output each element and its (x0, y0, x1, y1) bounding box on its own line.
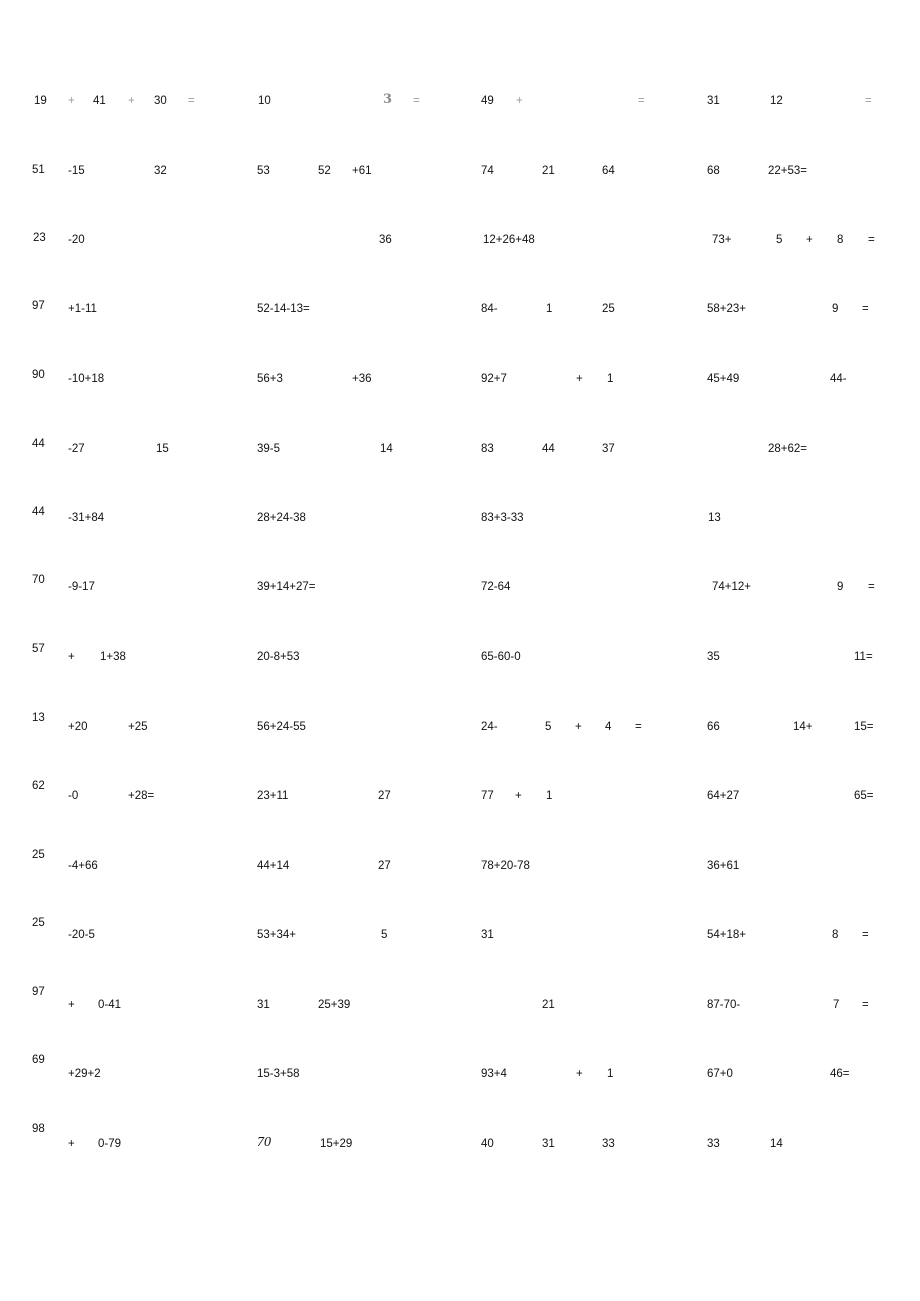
equation-fragment: 1 (607, 373, 614, 385)
problem-number: 97 (32, 986, 45, 998)
equation-fragment: 36+61 (707, 860, 740, 872)
problem-number: 57 (32, 643, 45, 655)
problem-number: 25 (32, 849, 45, 861)
equation-fragment: + (516, 95, 523, 107)
equation-fragment: 65-60-0 (481, 651, 521, 663)
equation-fragment: -31+84 (68, 512, 105, 524)
equation-fragment: = (862, 303, 869, 315)
problem-number: 13 (32, 712, 45, 724)
equation-fragment: + (576, 1068, 583, 1080)
equation-fragment: 3 (383, 92, 393, 107)
equation-fragment: 32 (154, 165, 167, 177)
equation-fragment: 15= (854, 721, 874, 733)
equation-fragment: 52-14-13= (257, 303, 310, 315)
equation-fragment: 44- (830, 373, 847, 385)
equation-fragment: 58+23+ (707, 303, 747, 315)
equation-fragment: 41 (93, 95, 106, 107)
equation-fragment: 4 (605, 721, 612, 733)
equation-fragment: 83+3-33 (481, 512, 524, 524)
equation-fragment: + (68, 651, 75, 663)
equation-fragment: 14 (380, 443, 393, 455)
problem-number: 98 (32, 1123, 45, 1135)
equation-fragment: 22+53= (768, 165, 808, 177)
equation-fragment: 44 (542, 443, 555, 455)
equation-fragment: = (868, 581, 875, 593)
equation-fragment: 15-3+58 (257, 1068, 300, 1080)
equation-fragment: 23+11 (257, 790, 289, 802)
equation-fragment: 24- (481, 721, 498, 733)
equation-fragment: 74+12+ (712, 581, 752, 593)
equation-fragment: 64 (602, 165, 615, 177)
equation-fragment: 5 (545, 721, 552, 733)
equation-fragment: 1 (607, 1068, 614, 1080)
equation-fragment: 52 (318, 165, 331, 177)
equation-fragment: 0-79 (98, 1138, 122, 1150)
problem-number: 44 (32, 506, 45, 518)
equation-fragment: 25+39 (318, 999, 351, 1011)
equation-fragment: = (865, 95, 872, 107)
equation-fragment: +28= (128, 790, 155, 802)
problem-number: 62 (32, 780, 45, 792)
equation-fragment: 40 (481, 1138, 494, 1150)
equation-fragment: 65= (854, 790, 874, 802)
equation-fragment: 1 (546, 303, 553, 315)
equation-fragment: +25 (128, 721, 148, 733)
equation-fragment: + (576, 373, 583, 385)
equation-fragment: 73+ (712, 234, 732, 246)
equation-fragment: 64+27 (707, 790, 740, 802)
equation-fragment: + (806, 234, 813, 246)
equation-fragment: 39-5 (257, 443, 281, 455)
problem-number: 51 (32, 164, 45, 176)
equation-fragment: 74 (481, 165, 494, 177)
equation-fragment: 54+18+ (707, 929, 747, 941)
equation-fragment: 21 (542, 999, 555, 1011)
equation-fragment: +36 (352, 373, 372, 385)
equation-fragment: 78+20-78 (481, 860, 530, 872)
equation-fragment: 84- (481, 303, 498, 315)
equation-fragment: 87-70- (707, 999, 741, 1011)
equation-fragment: -15 (68, 165, 85, 177)
equation-fragment: 25 (602, 303, 615, 315)
equation-fragment: 77 (481, 790, 494, 802)
equation-fragment: = (638, 95, 645, 107)
equation-fragment: = (413, 95, 420, 107)
equation-fragment: 10 (258, 95, 271, 107)
equation-fragment: + (575, 721, 582, 733)
equation-fragment: 28+62= (768, 443, 808, 455)
equation-fragment: 53 (257, 165, 270, 177)
equation-fragment: + (128, 95, 135, 107)
equation-fragment: 9 (837, 581, 844, 593)
equation-fragment: 28+24-38 (257, 512, 306, 524)
equation-fragment: -9-17 (68, 581, 95, 593)
equation-fragment: +20 (68, 721, 88, 733)
equation-fragment: 66 (707, 721, 720, 733)
equation-fragment: 20-8+53 (257, 651, 300, 663)
equation-fragment: -4+66 (68, 860, 98, 872)
equation-fragment: + (515, 790, 522, 802)
equation-fragment: 56+3 (257, 373, 283, 385)
equation-fragment: + (68, 1138, 75, 1150)
equation-fragment: 1+38 (100, 651, 126, 663)
problem-number: 97 (32, 300, 45, 312)
equation-fragment: 56+24-55 (257, 721, 306, 733)
equation-fragment: 1 (546, 790, 553, 802)
equation-fragment: 21 (542, 165, 555, 177)
equation-fragment: 13 (708, 512, 721, 524)
equation-fragment: 12+26+48 (483, 234, 535, 246)
equation-fragment: 8 (832, 929, 839, 941)
equation-fragment: 45+49 (707, 373, 740, 385)
equation-fragment: -20-5 (68, 929, 95, 941)
equation-fragment: 70 (257, 1135, 271, 1150)
equation-fragment: = (862, 929, 869, 941)
problem-number: 70 (32, 574, 45, 586)
equation-fragment: 12 (770, 95, 783, 107)
equation-fragment: 44+14 (257, 860, 290, 872)
problem-number: 44 (32, 438, 45, 450)
equation-fragment: -10+18 (68, 373, 105, 385)
equation-fragment: 14+ (793, 721, 813, 733)
problem-number: 25 (32, 917, 45, 929)
equation-fragment: = (868, 234, 875, 246)
equation-fragment: 93+4 (481, 1068, 507, 1080)
equation-fragment: 68 (707, 165, 720, 177)
equation-fragment: + (68, 999, 75, 1011)
equation-fragment: 72-64 (481, 581, 511, 593)
problem-number: 19 (34, 95, 47, 107)
equation-fragment: = (635, 721, 642, 733)
equation-fragment: 36 (379, 234, 392, 246)
problem-number: 23 (33, 232, 46, 244)
equation-fragment: -20 (68, 234, 85, 246)
equation-fragment: = (188, 95, 195, 107)
equation-fragment: 37 (602, 443, 615, 455)
equation-fragment: 5 (381, 929, 388, 941)
equation-fragment: 27 (378, 860, 391, 872)
equation-fragment: = (862, 999, 869, 1011)
equation-fragment: 33 (707, 1138, 720, 1150)
equation-fragment: 39+14+27= (257, 581, 316, 593)
equation-fragment: 14 (770, 1138, 783, 1150)
equation-fragment: 92+7 (481, 373, 507, 385)
equation-fragment: + (68, 95, 75, 107)
equation-fragment: 49 (481, 95, 494, 107)
equation-fragment: +61 (352, 165, 372, 177)
equation-fragment: 5 (776, 234, 783, 246)
problem-number: 69 (32, 1054, 45, 1066)
equation-fragment: 8 (837, 234, 844, 246)
equation-fragment: 0-41 (98, 999, 122, 1011)
equation-fragment: -0 (68, 790, 79, 802)
equation-fragment: 46= (830, 1068, 850, 1080)
equation-fragment: +29+2 (68, 1068, 101, 1080)
equation-fragment: 33 (602, 1138, 615, 1150)
equation-fragment: 31 (257, 999, 270, 1011)
equation-fragment: 31 (542, 1138, 555, 1150)
equation-fragment: 35 (707, 651, 720, 663)
equation-fragment: 67+0 (707, 1068, 733, 1080)
equation-fragment: -27 (68, 443, 85, 455)
equation-fragment: 83 (481, 443, 494, 455)
equation-fragment: 31 (707, 95, 720, 107)
equation-fragment: +1-11 (68, 303, 97, 315)
equation-fragment: 53+34+ (257, 929, 297, 941)
equation-fragment: 27 (378, 790, 391, 802)
equation-fragment: 7 (833, 999, 840, 1011)
equation-fragment: 11= (854, 651, 873, 663)
equation-fragment: 15 (156, 443, 169, 455)
equation-fragment: 30 (154, 95, 167, 107)
equation-fragment: 9 (832, 303, 839, 315)
equation-fragment: 31 (481, 929, 494, 941)
problem-number: 90 (32, 369, 45, 381)
equation-fragment: 15+29 (320, 1138, 353, 1150)
